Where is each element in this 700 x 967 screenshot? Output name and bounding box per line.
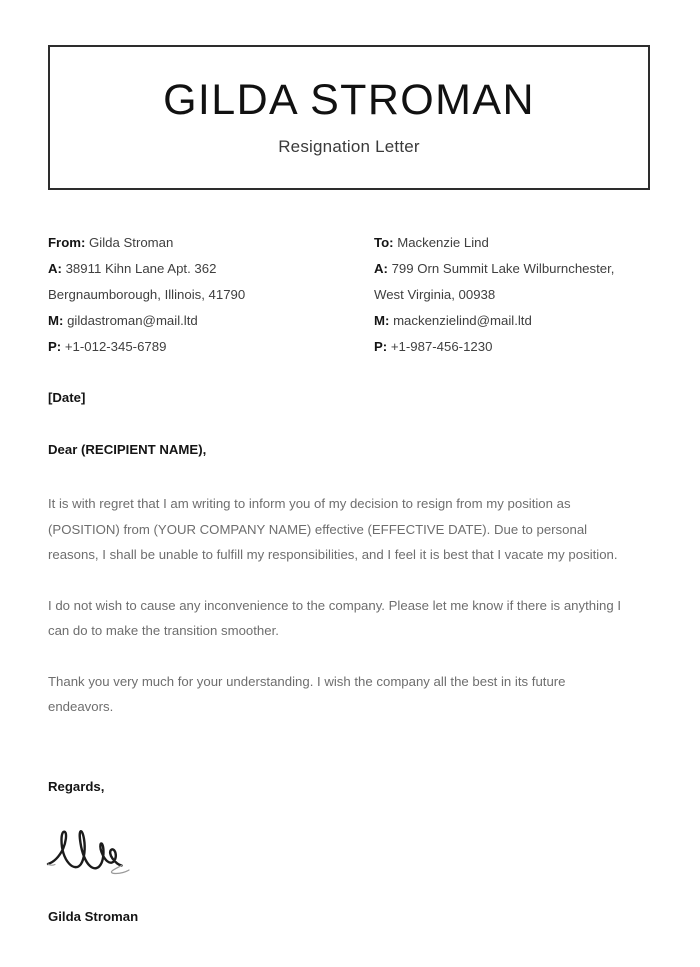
salutation: Dear (RECIPIENT NAME), — [48, 442, 207, 457]
recipient-email-value: mackenzielind@mail.ltd — [393, 313, 532, 328]
recipient-phone-line — [374, 334, 652, 360]
sender-name-label: From: — [48, 235, 86, 250]
recipient-name-value: Mackenzie Lind — [397, 235, 489, 250]
body-paragraph: Thank you very much for your understanding. I wish the company all the best in its future endeavors. — [48, 673, 566, 714]
recipient-address-label: A: — [374, 261, 388, 276]
letter-date: [Date] — [48, 390, 86, 405]
sender-address-line2: Bergnaumborough, Illinois, 41790 — [48, 287, 246, 302]
recipient-address-value: 799 Orn Summit Lake Wilburnchester, — [391, 261, 615, 276]
recipient-block — [374, 230, 652, 360]
recipient-email-line — [374, 308, 652, 334]
sender-email-value: gildastroman@mail.ltd — [67, 313, 198, 328]
recipient-name-line — [374, 230, 652, 256]
contact-details — [48, 230, 652, 360]
sender-name-line — [48, 230, 374, 256]
sender-address-value: 38911 Kihn Lane Apt. 362 — [65, 261, 217, 276]
sender-block — [48, 230, 374, 360]
sender-email-label: M: — [48, 313, 64, 328]
page-title: GILDA STROMAN — [163, 75, 535, 124]
sender-address-label: A: — [48, 261, 62, 276]
recipient-address-line2: West Virginia, 00938 — [374, 287, 496, 302]
sender-phone-label: P: — [48, 339, 62, 354]
recipient-phone-value: +1-987-456-1230 — [390, 339, 493, 354]
sender-name-value: Gilda Stroman — [89, 235, 174, 250]
recipient-name-label: To: — [374, 235, 394, 250]
sender-email-line — [48, 308, 374, 334]
closing-salutation: Regards, — [48, 779, 105, 794]
sender-address-line1 — [48, 256, 374, 282]
sender-phone-line — [48, 334, 374, 360]
letter-body — [48, 491, 628, 720]
signature-icon — [46, 818, 166, 890]
recipient-address-line1 — [374, 256, 652, 282]
document-subtitle: Resignation Letter — [278, 137, 420, 157]
body-paragraph: It is with regret that I am writing to inform you of my decision to resign from my position as (POSITION) from (YOUR COMPANY NAME) effective (EFFECTIVE DATE). Due to personal reasons, I shall be unable to fulfill my responsibilities, and I feel it is best that I vacate my position. — [48, 496, 618, 562]
body-paragraph: I do not wish to cause any inconvenience to the company. Please let me know if there is anything I can do to make the transition smoother. — [48, 597, 622, 638]
signature-mark — [46, 818, 166, 890]
sender-phone-value: +1-012-345-6789 — [64, 339, 167, 354]
letterhead-box — [48, 45, 650, 190]
recipient-email-label: M: — [374, 313, 390, 328]
signer-name: Gilda Stroman — [48, 909, 139, 924]
recipient-phone-label: P: — [374, 339, 388, 354]
